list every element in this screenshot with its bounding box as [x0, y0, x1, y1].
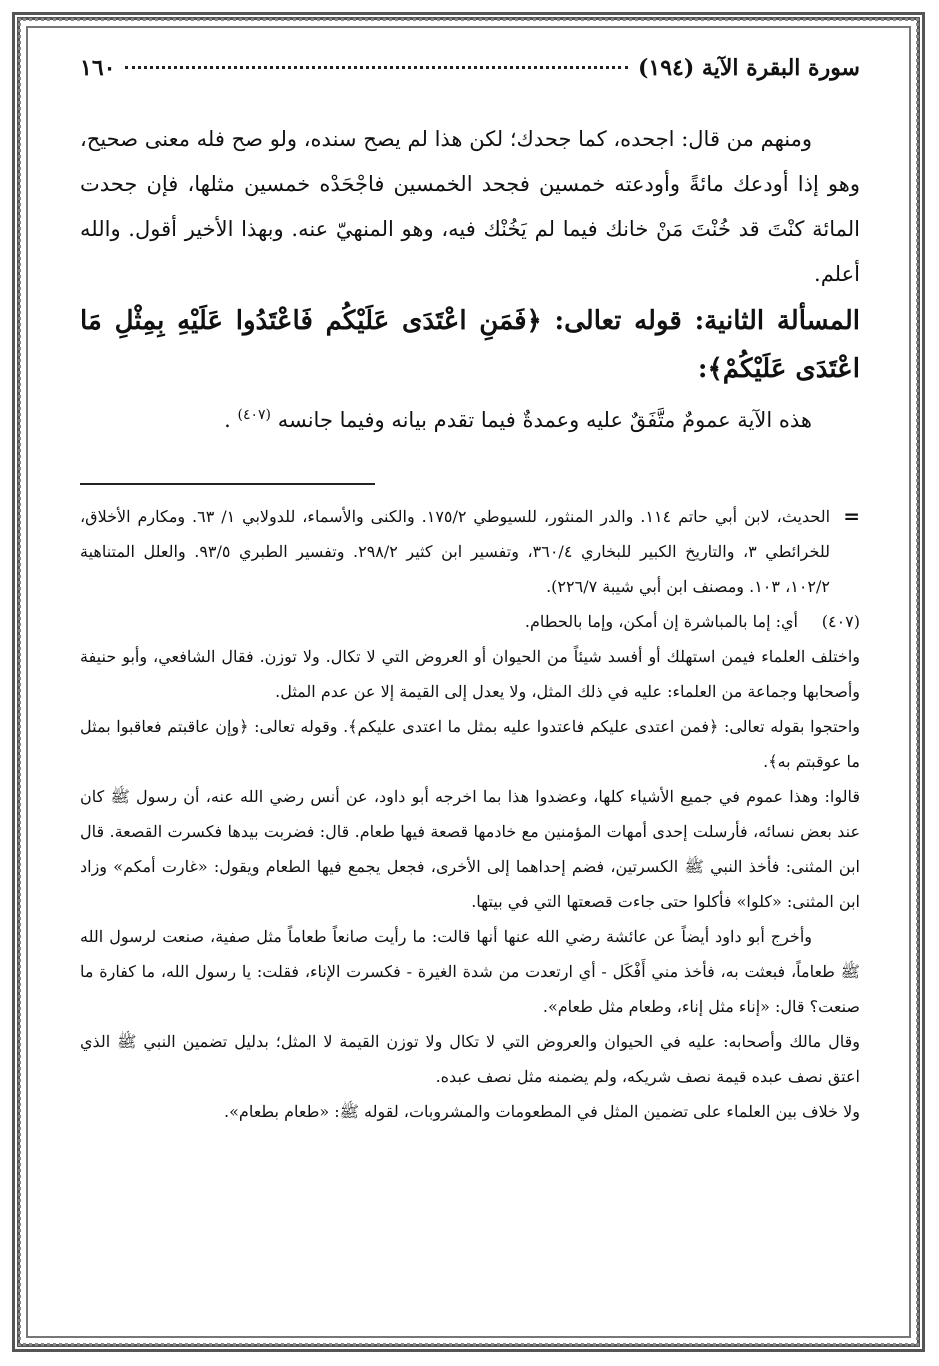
- running-header: [80, 55, 860, 95]
- footnote-reference: (٤٠٧): [237, 407, 272, 423]
- masala-label: المسألة الثانية: قوله تعالى:: [554, 306, 860, 336]
- page-content: [80, 55, 860, 1129]
- main-text: [80, 117, 860, 443]
- footnote-number: (٤٠٧): [821, 612, 860, 631]
- footnote-paragraph: واحتجوا بقوله تعالى: ﴿فمن اعتدى عليكم فاعتدوا عليه بمثل ما اعتدى عليكم﴾. وقوله تعالى: ﴿وإن عاقبتم فعاقبوا بمثل ما عوقبتم به﴾.: [80, 717, 860, 771]
- footnote-divider: [80, 483, 375, 485]
- footnote-paragraph: قالوا: وهذا عموم في جميع الأشياء كلها، وعضدوا هذا بما اخرجه أبو داود، عن أنس رضي الله عنه، أن رسول ﷺ كان عند بعض نسائه، فأرسلت إحدى أمهات المؤمنين مع خادمها قصعة فيها طعام. قال: فضربت بيدها فكسرت القصعة. قال ابن المثنى: فأخذ النبي ﷺ الكسرتين، فضم إحداهما إلى الأخرى، فجعل يجمع فيها الطعام ويقول: «غارت أمكم» وزاد ابن المثنى: «كلوا» فأكلوا حتى جاءت قصعتها التي في بيتها.: [80, 787, 861, 911]
- footnote-paragraph: واختلف العلماء فيمن استهلك أو أفسد شيئاً من الحيوان أو العروض التي لا تكال. ولا توزن. فقال الشافعي، وأبو حنيفة وأصحابها وجماعة من العلماء: عليه في ذلك المثل، ولا يعدل إلى القيمة إلا عن عدم المثل.: [80, 647, 860, 701]
- footnote-407: [80, 604, 860, 639]
- footnote-continuation: [80, 499, 860, 604]
- header-dot-leader: [125, 66, 628, 69]
- paragraph-2-text: هذه الآية عمومٌ متَّفَقٌ عليه وعمدةٌ فيما تقدم بيانه وفيما جانسه: [277, 408, 812, 432]
- footnote-paragraph: وقال مالك وأصحابه: عليه في الحيوان والعروض التي لا تكال ولا توزن القيمة لا المثل؛ بدليل تضمين النبي ﷺ الذي اعتق نصف عبده قيمة نصف شريكه، ولم يضمنه مثل نصف عبده.: [80, 1032, 860, 1086]
- footnote-paragraph: وأخرج أبو داود أيضاً عن عائشة رضي الله عنها أنها قالت: ما رأيت صانعاً طعاماً مثل صفية، صنعت لرسول الله ﷺ طعاماً، فبعثت به، فأخذ مني أَفْكَل - أي ارتعدت من شدة الغيرة - فكسرت الإناء، فقلت: يا رسول الله، ما كفارة ما صنعت؟ قال: «إناء مثل إناء، وطعام مثل طعام».: [80, 927, 861, 1016]
- continuation-mark: =: [843, 504, 860, 528]
- footnotes: [80, 499, 860, 1129]
- running-title: سورة البقرة الآية (١٩٤): [637, 55, 860, 81]
- footnote-407-line-1: أي: إما بالمباشرة إن أمكن، وإما بالحطام.: [524, 612, 798, 631]
- paragraph-2-end: .: [224, 408, 231, 432]
- footnote-continuation-text: الحديث، لابن أبي حاتم ١١٤. والدر المنثور، للسيوطي ١٧٥/٢. والكنى والأسماء، للدولابي ١/ ٦٣. ومكارم الأخلاق، للخرائطي ٣، والتاريخ الكبير للبخاري ٣٦٠/٤، وتفسير ابن كثير ٢٩٨/٢. وتفسير الطبري ٩٣/٥. والعلل المتناهية ١٠٢/٢، ١٠٣. ومصنف ابن أبي شيبة ٢٢٦/٧).: [80, 507, 831, 596]
- footnote-paragraph: ولا خلاف بين العلماء على تضمين المثل في المطعومات والمشروبات، لقوله ﷺ: «طعام بطعام».: [224, 1102, 860, 1121]
- page-number: ١٦٠: [80, 55, 116, 81]
- masala-heading: [80, 297, 860, 393]
- paragraph-2: [80, 393, 860, 443]
- masala-verse: ﴿فَمَنِ اعْتَدَى عَلَيْكُم فَاعْتَدُوا عَلَيْهِ بِمِثْلِ مَا اعْتَدَى عَلَيْكُمْ﴾:: [80, 306, 860, 384]
- paragraph-1: ومنهم من قال: اجحده، كما جحدك؛ لكن هذا لم يصح سنده، ولو صح فله معنى صحيح، وهو إذا أودعك مائةً وأودعته خمسين فجحد الخمسين فاجْحَدْه خمسين مثلها، فإن جحدت المائة كنْتَ قد خُنْتَ مَنْ خانك فيما لم يَخُنْك فيه، وهو المنهيّ عنه. وبهذا الأخير أقول. والله أعلم.: [80, 127, 860, 286]
